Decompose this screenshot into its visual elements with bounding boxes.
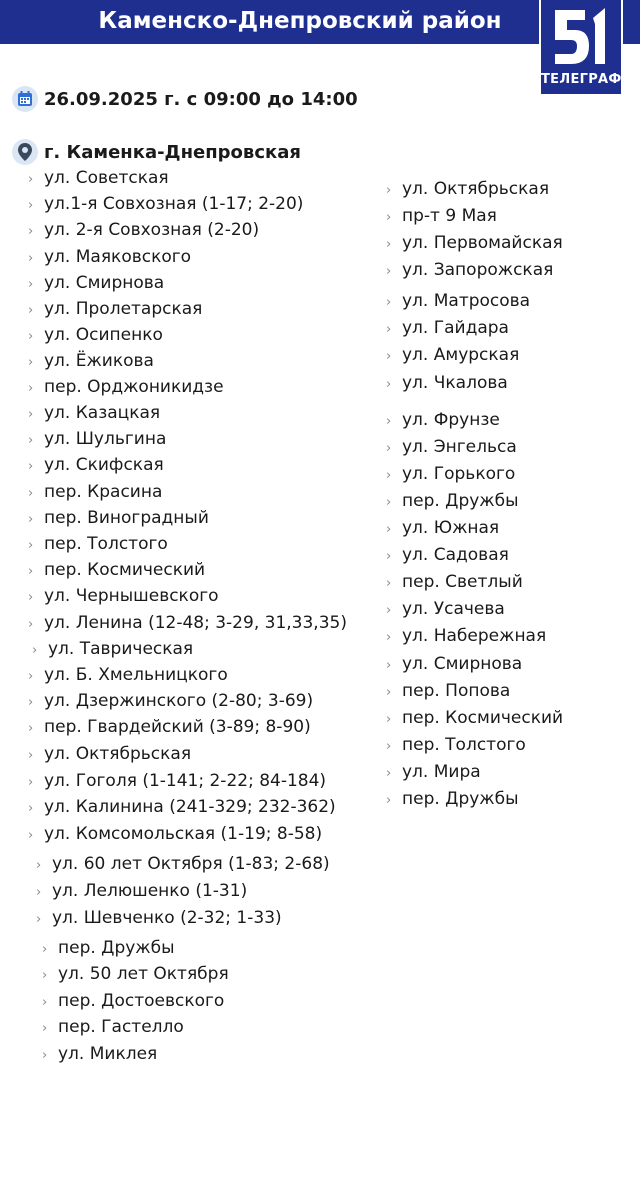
chevron-right-icon: › bbox=[28, 721, 34, 736]
street-name: ул. Осипенко bbox=[44, 325, 163, 345]
street-item bbox=[28, 663, 228, 687]
street-name: ул. Чкалова bbox=[402, 373, 508, 393]
chevron-right-icon: › bbox=[28, 775, 34, 790]
chevron-right-icon: › bbox=[28, 329, 34, 344]
chevron-right-icon: › bbox=[386, 495, 392, 510]
chevron-right-icon: › bbox=[42, 1021, 48, 1036]
chevron-right-icon: › bbox=[28, 538, 34, 553]
street-item bbox=[42, 1015, 184, 1039]
chevron-right-icon: › bbox=[42, 942, 48, 957]
street-item bbox=[386, 516, 499, 540]
street-item bbox=[28, 245, 191, 269]
street-name: ул. Матросова bbox=[402, 291, 531, 311]
street-name: ул. Энгельса bbox=[402, 437, 517, 457]
street-name: пер. Космический bbox=[402, 708, 564, 728]
street-name: ул. Усачева bbox=[402, 599, 505, 619]
header-title: Каменско-Днепровский район bbox=[98, 8, 502, 34]
street-name: ул. Первомайская bbox=[402, 233, 563, 253]
street-name: ул. Ленина (12-48; 3-29, 31,33,35) bbox=[44, 613, 347, 633]
street-item bbox=[42, 989, 224, 1013]
street-name: ул. Лелюшенко (1-31) bbox=[52, 881, 248, 901]
street-name: ул. Калинина (241-329; 232-362) bbox=[44, 797, 336, 817]
street-item bbox=[28, 715, 311, 739]
chevron-right-icon: › bbox=[386, 414, 392, 429]
chevron-right-icon: › bbox=[28, 303, 34, 318]
chevron-right-icon: › bbox=[386, 685, 392, 700]
street-item bbox=[28, 375, 224, 399]
chevron-right-icon: › bbox=[28, 748, 34, 763]
street-name: ул. Комсомольская (1-19; 8-58) bbox=[44, 824, 323, 844]
street-item bbox=[386, 258, 553, 282]
chevron-right-icon: › bbox=[28, 801, 34, 816]
chevron-right-icon: › bbox=[386, 264, 392, 279]
chevron-right-icon: › bbox=[28, 381, 34, 396]
chevron-right-icon: › bbox=[28, 486, 34, 501]
street-item bbox=[386, 289, 530, 313]
chevron-right-icon: › bbox=[28, 224, 34, 239]
street-name: ул. Горького bbox=[402, 464, 516, 484]
chevron-right-icon: › bbox=[28, 277, 34, 292]
street-item bbox=[42, 936, 175, 960]
street-item bbox=[28, 427, 166, 451]
street-item bbox=[28, 453, 164, 477]
street-name: ул. Скифская bbox=[44, 455, 164, 475]
chevron-right-icon: › bbox=[386, 210, 392, 225]
street-name: ул.1-я Совхозная (1-17; 2-20) bbox=[44, 194, 304, 214]
street-item bbox=[28, 795, 336, 819]
date-row bbox=[12, 84, 358, 114]
street-name: ул. 50 лет Октября bbox=[58, 964, 229, 984]
chevron-right-icon: › bbox=[42, 968, 48, 983]
chevron-right-icon: › bbox=[386, 295, 392, 310]
chevron-right-icon: › bbox=[32, 643, 38, 658]
chevron-right-icon: › bbox=[36, 858, 42, 873]
chevron-right-icon: › bbox=[386, 603, 392, 618]
street-item bbox=[386, 231, 563, 255]
chevron-right-icon: › bbox=[42, 1048, 48, 1063]
street-item bbox=[28, 584, 219, 608]
street-item bbox=[386, 435, 517, 459]
street-name: пер. Гастелло bbox=[58, 1017, 184, 1037]
street-name: ул. Смирнова bbox=[402, 654, 523, 674]
chevron-right-icon: › bbox=[386, 712, 392, 727]
street-name: ул. Мира bbox=[402, 762, 481, 782]
street-item bbox=[28, 401, 160, 425]
street-name: ул. Пролетарская bbox=[44, 299, 203, 319]
street-name: пр-т 9 Мая bbox=[402, 206, 497, 226]
street-name: пер. Гвардейский (3-89; 8-90) bbox=[44, 717, 311, 737]
chevron-right-icon: › bbox=[28, 512, 34, 527]
street-name: ул. Садовая bbox=[402, 545, 509, 565]
chevron-right-icon: › bbox=[28, 198, 34, 213]
street-item bbox=[386, 462, 515, 486]
street-name: ул. Амурская bbox=[402, 345, 520, 365]
street-item bbox=[28, 506, 209, 530]
street-name: пер. Дружбы bbox=[58, 938, 175, 958]
street-item bbox=[28, 689, 313, 713]
chevron-right-icon: › bbox=[386, 630, 392, 645]
street-item bbox=[386, 760, 481, 784]
chevron-right-icon: › bbox=[386, 441, 392, 456]
street-item bbox=[28, 558, 205, 582]
street-name: пер. Виноградный bbox=[44, 508, 209, 528]
street-item bbox=[28, 480, 162, 504]
chevron-right-icon: › bbox=[386, 237, 392, 252]
street-item bbox=[28, 166, 169, 190]
street-name: ул. Казацкая bbox=[44, 403, 161, 423]
street-item bbox=[386, 624, 546, 648]
chevron-right-icon: › bbox=[386, 549, 392, 564]
street-name: ул. Таврическая bbox=[48, 639, 194, 659]
chevron-right-icon: › bbox=[36, 885, 42, 900]
street-item bbox=[36, 852, 330, 876]
chevron-right-icon: › bbox=[28, 564, 34, 579]
chevron-right-icon: › bbox=[386, 766, 392, 781]
location-pin-icon bbox=[12, 138, 38, 166]
chevron-right-icon: › bbox=[28, 433, 34, 448]
street-name: пер. Красина bbox=[44, 482, 163, 502]
street-item bbox=[28, 349, 154, 373]
street-name: пер. Дружбы bbox=[402, 491, 519, 511]
chevron-right-icon: › bbox=[386, 522, 392, 537]
chevron-right-icon: › bbox=[386, 793, 392, 808]
street-name: ул. Б. Хмельницкого bbox=[44, 665, 228, 685]
street-item bbox=[386, 652, 522, 676]
street-name: ул. Гоголя (1-141; 2-22; 84-184) bbox=[44, 771, 327, 791]
street-item bbox=[36, 906, 282, 930]
street-name: ул. Смирнова bbox=[44, 273, 165, 293]
street-name: ул. 60 лет Октября (1-83; 2-68) bbox=[52, 854, 330, 874]
chevron-right-icon: › bbox=[28, 828, 34, 843]
chevron-right-icon: › bbox=[28, 617, 34, 632]
street-name: пер. Орджоникидзе bbox=[44, 377, 224, 397]
street-name: ул. Октябрьская bbox=[44, 744, 192, 764]
street-item bbox=[28, 297, 202, 321]
chevron-right-icon: › bbox=[386, 468, 392, 483]
street-item bbox=[28, 822, 322, 846]
street-name: ул. 2-я Совхозная (2-20) bbox=[44, 220, 260, 240]
chevron-right-icon: › bbox=[386, 739, 392, 754]
street-item bbox=[28, 742, 191, 766]
chevron-right-icon: › bbox=[36, 912, 42, 927]
street-name: ул. Чернышевского bbox=[44, 586, 219, 606]
chevron-right-icon: › bbox=[386, 658, 392, 673]
street-name: пер. Достоевского bbox=[58, 991, 225, 1011]
outage-date: 26.09.2025 г. с 09:00 до 14:00 bbox=[44, 88, 358, 110]
chevron-right-icon: › bbox=[386, 183, 392, 198]
city-row bbox=[12, 137, 301, 167]
street-item bbox=[386, 371, 508, 395]
street-item bbox=[28, 769, 326, 793]
street-name: ул. Набережная bbox=[402, 626, 547, 646]
chevron-right-icon: › bbox=[28, 669, 34, 684]
street-item bbox=[386, 679, 510, 703]
street-item bbox=[42, 962, 229, 986]
chevron-right-icon: › bbox=[28, 251, 34, 266]
street-item bbox=[386, 733, 526, 757]
street-name: ул. Южная bbox=[402, 518, 500, 538]
chevron-right-icon: › bbox=[386, 576, 392, 591]
street-item bbox=[28, 532, 168, 556]
street-name: пер. Попова bbox=[402, 681, 511, 701]
street-name: ул. Запорожская bbox=[402, 260, 554, 280]
street-name: ул. Фрунзе bbox=[402, 410, 500, 430]
chevron-right-icon: › bbox=[28, 355, 34, 370]
chevron-right-icon: › bbox=[28, 172, 34, 187]
street-name: ул. Октябрьская bbox=[402, 179, 550, 199]
street-item bbox=[386, 706, 563, 730]
street-item bbox=[386, 343, 519, 367]
street-name: ул. Ёжикова bbox=[44, 351, 154, 371]
street-item bbox=[386, 489, 519, 513]
chevron-right-icon: › bbox=[28, 459, 34, 474]
street-item bbox=[386, 408, 500, 432]
street-name: пер. Толстого bbox=[402, 735, 526, 755]
street-name: ул. Шульгина bbox=[44, 429, 167, 449]
street-item bbox=[386, 177, 549, 201]
street-item bbox=[36, 879, 247, 903]
city-name: г. Каменка-Днепровская bbox=[44, 141, 301, 163]
street-item bbox=[386, 204, 497, 228]
street-name: пер. Космический bbox=[44, 560, 206, 580]
street-name: пер. Светлый bbox=[402, 572, 523, 592]
street-item bbox=[32, 637, 193, 661]
street-item bbox=[28, 218, 259, 242]
street-name: ул. Советская bbox=[44, 168, 169, 188]
logo-text: ТЕЛЕГРАФ bbox=[541, 72, 622, 87]
street-item bbox=[28, 611, 347, 635]
telegraf-logo bbox=[539, 0, 623, 96]
street-item bbox=[386, 597, 505, 621]
chevron-right-icon: › bbox=[28, 695, 34, 710]
chevron-right-icon: › bbox=[386, 349, 392, 364]
street-item bbox=[28, 271, 164, 295]
street-name: ул. Шевченко (2-32; 1-33) bbox=[52, 908, 282, 928]
street-item bbox=[386, 570, 523, 594]
chevron-right-icon: › bbox=[28, 590, 34, 605]
chevron-right-icon: › bbox=[386, 377, 392, 392]
street-name: ул. Дзержинского (2-80; 3-69) bbox=[44, 691, 314, 711]
street-name: ул. Маяковского bbox=[44, 247, 192, 267]
chevron-right-icon: › bbox=[28, 407, 34, 422]
street-item bbox=[386, 316, 509, 340]
street-item bbox=[386, 543, 509, 567]
logo-51-icon bbox=[549, 4, 613, 70]
street-name: пер. Толстого bbox=[44, 534, 168, 554]
street-item bbox=[28, 323, 163, 347]
chevron-right-icon: › bbox=[386, 322, 392, 337]
street-name: пер. Дружбы bbox=[402, 789, 519, 809]
chevron-right-icon: › bbox=[42, 995, 48, 1010]
street-name: ул. Гайдара bbox=[402, 318, 509, 338]
street-item bbox=[386, 787, 519, 811]
street-item bbox=[42, 1042, 157, 1066]
street-item bbox=[28, 192, 303, 216]
calendar-icon bbox=[12, 86, 38, 112]
street-name: ул. Миклея bbox=[58, 1044, 158, 1064]
